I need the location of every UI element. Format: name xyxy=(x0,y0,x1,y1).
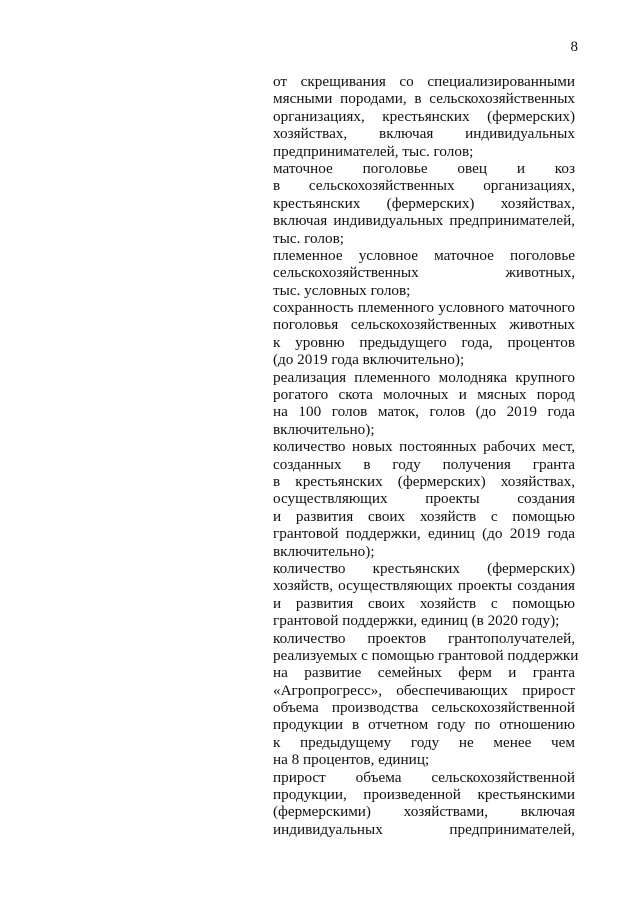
text-line: количество проектов грантополучателей, xyxy=(273,629,575,647)
document-body xyxy=(273,73,579,838)
text-line: прирост объема сельскохозяйственной xyxy=(273,768,575,786)
text-line: и развития своих хозяйств с помощью xyxy=(273,507,575,525)
text-line: включительно); xyxy=(273,542,375,560)
text-line: на развитие семейных ферм и гранта xyxy=(273,664,575,682)
text-line: реализация племенного молодняка крупного xyxy=(273,368,575,386)
text-line: тыс. условных голов; xyxy=(273,281,411,299)
text-line: включительно); xyxy=(273,420,375,438)
text-line: осуществляющих проекты создания xyxy=(273,490,575,508)
text-line: мясными породами, в сельскохозяйственных xyxy=(273,90,575,108)
text-line: сохранность племенного условного маточного xyxy=(273,299,575,317)
text-line: предпринимателей, тыс. голов; xyxy=(273,142,474,160)
text-line: на 8 процентов, единиц; xyxy=(273,751,430,769)
text-line: сельскохозяйственных животных, xyxy=(273,264,575,282)
text-line: созданных в году получения гранта xyxy=(273,455,575,473)
text-line: объема производства сельскохозяйственной xyxy=(273,699,575,717)
text-line: организациях, крестьянских (фермерских) xyxy=(273,107,575,125)
text-line: (фермерскими) хозяйствами, включая xyxy=(273,803,575,821)
text-line: племенное условное маточное поголовье xyxy=(273,246,575,264)
text-line: «Агропрогресс», обеспечивающих прирост xyxy=(273,681,575,699)
page-number: 8 xyxy=(570,39,578,55)
text-line: включая индивидуальных предпринимателей, xyxy=(273,212,575,230)
text-line: (до 2019 года включительно); xyxy=(273,351,465,369)
text-line: индивидуальных предпринимателей, xyxy=(273,820,575,838)
text-line: в крестьянских (фермерских) хозяйствах, xyxy=(273,472,575,490)
text-line: количество крестьянских (фермерских) xyxy=(273,559,575,577)
text-line: и развития своих хозяйств с помощью xyxy=(273,594,575,612)
text-line: реализуемых с помощью грантовой поддержки xyxy=(273,646,579,664)
text-line: крестьянских (фермерских) хозяйствах, xyxy=(273,194,575,212)
text-line: количество новых постоянных рабочих мест, xyxy=(273,438,575,456)
text-line: к уровню предыдущего года, процентов xyxy=(273,333,575,351)
text-line: хозяйствах, включая индивидуальных xyxy=(273,125,575,143)
text-line: на 100 голов маток, голов (до 2019 года xyxy=(273,403,575,421)
text-line: продукции в отчетном году по отношению xyxy=(273,716,575,734)
text-line: хозяйств, осуществляющих проекты создания xyxy=(273,577,575,595)
text-line: к предыдущему году не менее чем xyxy=(273,733,575,751)
text-line: продукции, произведенной крестьянскими xyxy=(273,786,575,804)
text-line: тыс. голов; xyxy=(273,229,344,247)
text-line: грантовой поддержки, единиц (до 2019 года xyxy=(273,525,575,543)
text-line: рогатого скота молочных и мясных пород xyxy=(273,386,575,404)
text-line: в сельскохозяйственных организациях, xyxy=(273,177,575,195)
text-line: грантовой поддержки, единиц (в 2020 году); xyxy=(273,612,560,630)
text-line: поголовья сельскохозяйственных животных xyxy=(273,316,575,334)
text-line: маточное поголовье овец и коз xyxy=(273,159,575,177)
text-line: от скрещивания со специализированными xyxy=(273,73,575,90)
